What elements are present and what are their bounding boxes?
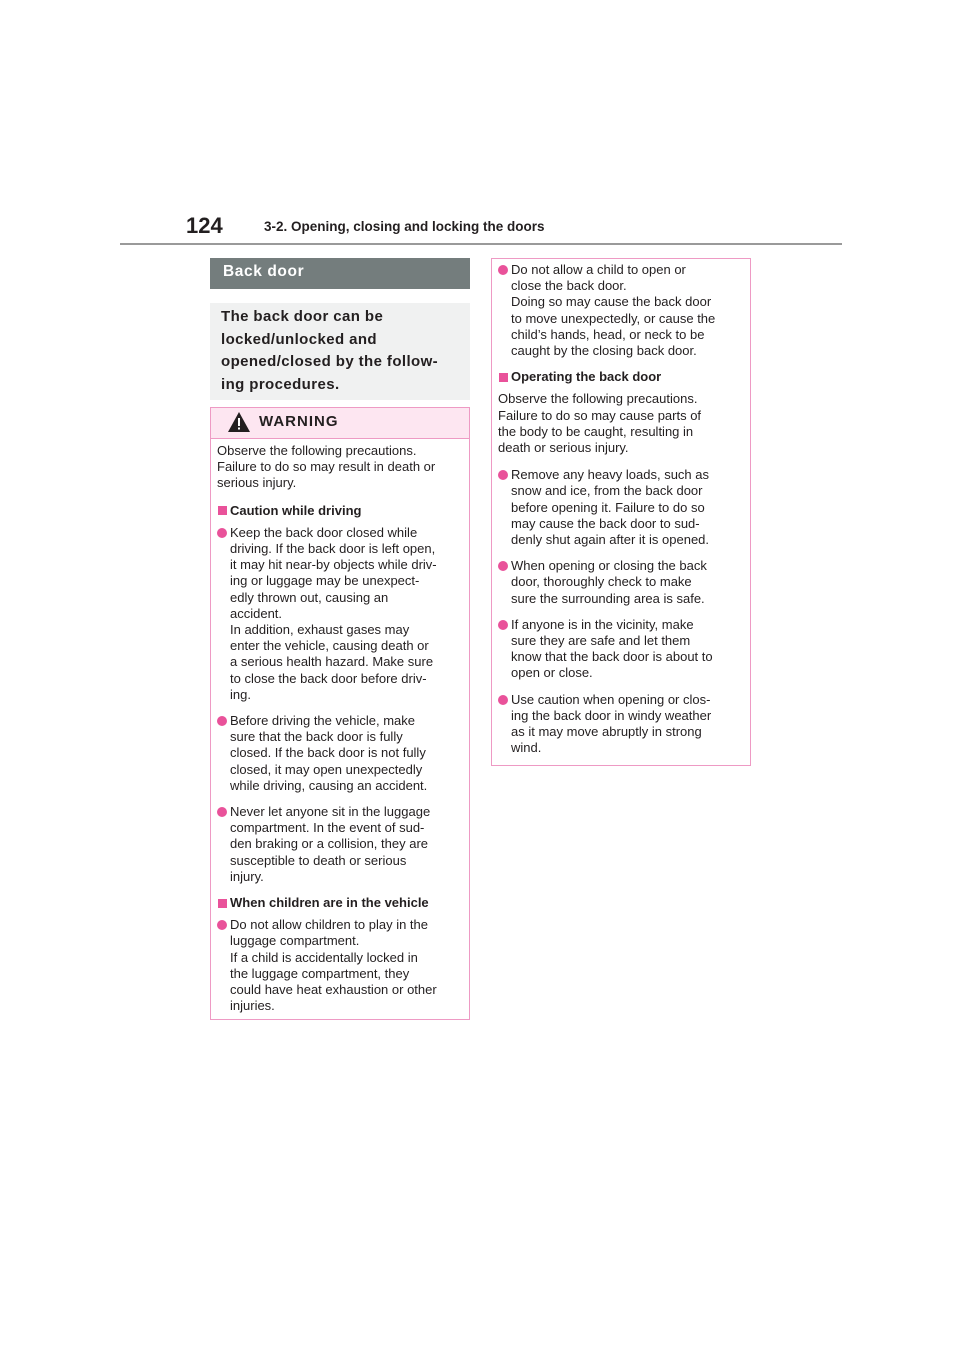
list-item	[217, 713, 463, 794]
text-line: Observe the following precautions.	[498, 391, 698, 407]
text-line: Before driving the vehicle, make	[230, 713, 415, 729]
section-header: 3-2. Opening, closing and locking the doors	[264, 219, 545, 234]
subheading-text: Caution while driving	[230, 502, 362, 518]
text-line: When opening or closing the back	[511, 558, 707, 574]
intro-box	[210, 303, 470, 400]
warning-header	[211, 408, 469, 439]
subheading	[498, 369, 744, 385]
section-title: Back door	[210, 258, 470, 289]
list-item	[217, 525, 463, 703]
subheading	[217, 895, 463, 911]
text-line: the body to be caught, resulting in	[498, 423, 694, 439]
text-line: to move unexpectedly, or cause the	[511, 310, 716, 326]
text-line: Keep the back door closed while	[230, 524, 418, 540]
text-line: den braking or a collision, they are	[230, 836, 429, 852]
text-line: a serious health hazard. Make sure	[230, 654, 434, 670]
text-line: ing.	[230, 686, 251, 702]
intro-line: locked/unlocked and	[221, 330, 377, 348]
intro-line: opened/closed by the follow-	[221, 353, 439, 370]
text-line: If anyone is in the vicinity, make	[511, 616, 694, 632]
text-line: edly thrown out, causing an	[230, 589, 389, 605]
paragraph	[498, 391, 744, 456]
text-line: sure that the back door is fully	[230, 729, 403, 745]
square-bullet-icon	[499, 373, 508, 382]
text-line: serious injury.	[217, 475, 297, 491]
circle-bullet-icon	[217, 920, 227, 930]
circle-bullet-icon	[498, 695, 508, 705]
circle-bullet-icon	[498, 561, 508, 571]
text-line: Never let anyone sit in the luggage	[230, 804, 431, 820]
text-line: may cause the back door to sud-	[511, 515, 700, 531]
text-line: Do not allow a child to open or	[511, 262, 686, 277]
text-line: injury.	[230, 868, 264, 884]
text-line: denly shut again after it is opened.	[511, 532, 710, 548]
list-item	[498, 467, 744, 548]
text-line: death or serious injury.	[498, 440, 629, 456]
list-item	[498, 262, 744, 359]
list-item	[498, 692, 744, 757]
text-line: Do not allow children to play in the	[230, 917, 429, 933]
text-line: caught by the closing back door.	[511, 343, 697, 359]
circle-bullet-icon	[498, 265, 508, 275]
text-line: as it may move abruptly in strong	[511, 724, 702, 740]
text-line: know that the back door is about to	[511, 649, 713, 665]
text-line: door, thoroughly check to make	[511, 574, 692, 590]
text-line: injuries.	[230, 998, 275, 1014]
text-line: before opening it. Failure to do so	[511, 499, 705, 515]
text-line: Doing so may cause the back door	[511, 294, 712, 310]
square-bullet-icon	[218, 506, 227, 515]
text-line: sure they are safe and let them	[511, 633, 691, 649]
page-number: 124	[186, 213, 223, 238]
text-line: ing or luggage may be unexpect-	[230, 573, 420, 589]
intro-line: The back door can be	[221, 308, 384, 325]
text-line: compartment. In the event of sud-	[230, 820, 425, 836]
circle-bullet-icon	[217, 528, 227, 538]
text-line: susceptible to death or serious	[230, 852, 407, 868]
subheading-text: Operating the back door	[511, 369, 662, 385]
list-item	[217, 917, 463, 1014]
text-line: could have heat exhaustion or other	[230, 982, 437, 998]
text-line: Failure to do so may result in death or	[217, 459, 436, 475]
text-line: ing the back door in windy weather	[511, 707, 712, 723]
text-line: to close the back door before driv-	[230, 670, 427, 686]
intro-line: ing procedures.	[221, 375, 340, 393]
text-line: closed. If the back door is not fully	[230, 745, 426, 761]
text-line: If a child is accidentally locked in	[230, 949, 418, 965]
list-item	[498, 558, 744, 607]
text-line: the luggage compartment, they	[230, 965, 410, 981]
text-line: luggage compartment.	[230, 933, 360, 949]
text-line: open or close.	[511, 665, 593, 681]
text-line: sure the surrounding area is safe.	[511, 590, 705, 606]
square-bullet-icon	[218, 899, 227, 908]
text-line: Use caution when opening or clos-	[511, 691, 711, 707]
text-line: it may hit near-by objects while driv-	[230, 557, 437, 573]
circle-bullet-icon	[217, 807, 227, 817]
warning-label: WARNING	[259, 413, 339, 430]
circle-bullet-icon	[498, 620, 508, 630]
text-line: wind.	[511, 740, 542, 756]
circle-bullet-icon	[217, 716, 227, 726]
text-line: close the back door.	[511, 278, 627, 294]
text-line: Observe the following precautions.	[217, 443, 417, 458]
text-line: Failure to do so may cause parts of	[498, 407, 702, 423]
warning-box-continued	[491, 258, 751, 766]
circle-bullet-icon	[498, 470, 508, 480]
text-line: driving. If the back door is left open,	[230, 541, 436, 557]
text-line: accident.	[230, 605, 283, 621]
warning-intro	[217, 443, 463, 492]
text-line: snow and ice, from the back door	[511, 483, 703, 499]
text-line: while driving, causing an accident.	[230, 777, 428, 793]
subheading	[217, 503, 463, 519]
header-divider	[120, 243, 842, 245]
text-line: enter the vehicle, causing death or	[230, 638, 429, 654]
subheading-text: When children are in the vehicle	[230, 895, 429, 911]
text-line: child’s hands, head, or neck to be	[511, 326, 705, 342]
text-line: Remove any heavy loads, such as	[511, 467, 709, 483]
text-line: In addition, exhaust gases may	[230, 622, 410, 638]
warning-box	[210, 407, 470, 1020]
warning-triangle-icon	[227, 411, 251, 433]
list-item	[217, 804, 463, 885]
list-item	[498, 617, 744, 682]
text-line: closed, it may open unexpectedly	[230, 761, 423, 777]
